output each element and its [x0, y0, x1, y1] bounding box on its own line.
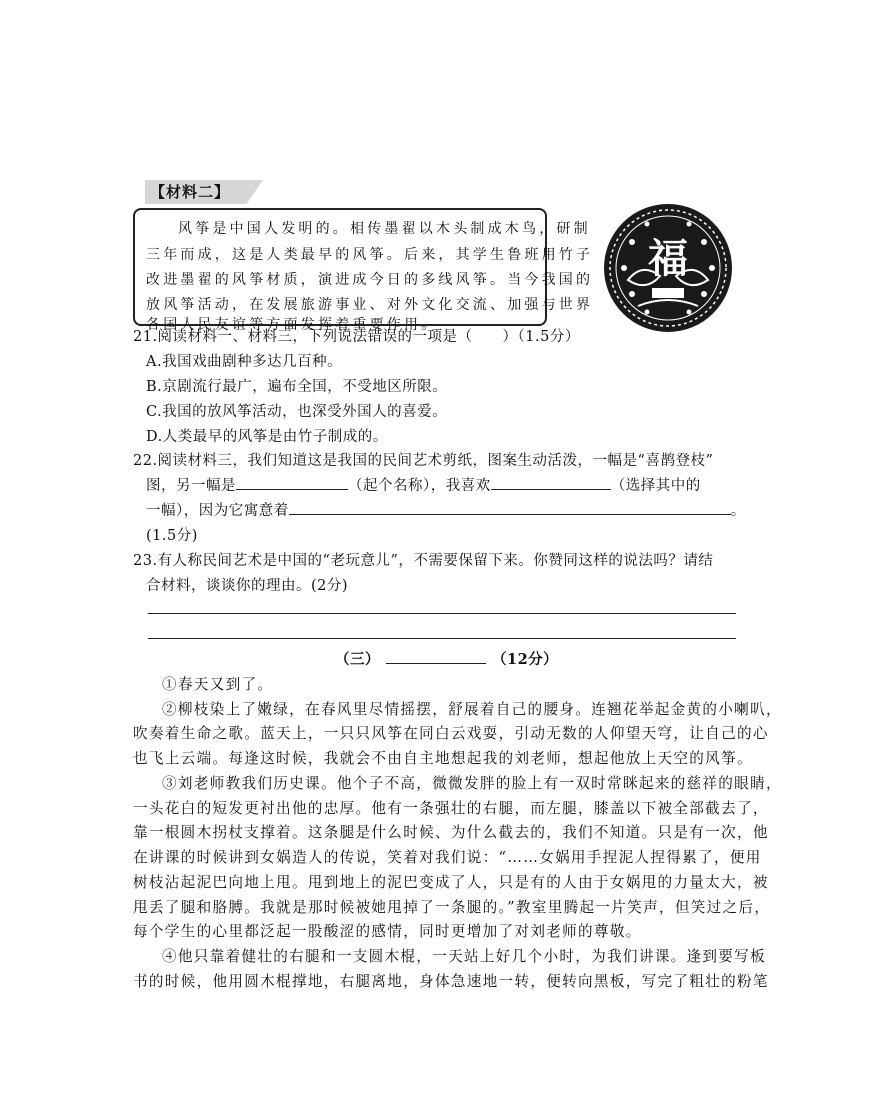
material-line-3: 改进墨翟的风筝材质，演进成今日的多线风筝。当今我国的: [146, 272, 594, 288]
passage-line: 也飞上云端。每逢这时候，我就会不由自主地想起我的刘老师，想起他放上天空的风筝。: [133, 750, 753, 767]
papercut-character: 福: [648, 235, 688, 282]
material-line-4: 放风筝活动，在发展旅游事业、对外文化交流、加强与世界: [146, 297, 594, 313]
q22-line-3: [146, 499, 746, 520]
section3-prefix: （三）: [335, 651, 380, 668]
section3-suffix: （12分）: [492, 651, 559, 668]
passage-line: ③刘老师教我们历史课。他个子不高，微微发胖的脸上有一双时常眯起来的慈祥的眼睛，: [162, 775, 782, 792]
q23-line-1: 23.有人称民间艺术是中国的“老玩意儿”，不需要保留下来。你赞同这样的说法吗？请结: [133, 553, 714, 569]
q22-text-e: 。: [730, 503, 746, 519]
passage-line: ②柳枝染上了嫩绿，在春风里尽情摇摆，舒展着自己的腰身。连翘花举起金黄的小喇叭，: [162, 701, 782, 718]
passage-line: ①春天又到了。: [162, 676, 274, 693]
passage-line: 每个学生的心里都泛起一股酸涩的感情，同时更增加了对刘老师的尊敬。: [133, 923, 642, 940]
q23-answer-line-1[interactable]: [148, 613, 736, 614]
passage-line: 靠一根圆木拐杖支撑着。这条腿是什么时候、为什么截去的，我们不知道。只是有一次，他: [133, 824, 769, 841]
q21-option-a[interactable]: A.我国戏曲剧种多达几百种。: [146, 354, 343, 370]
q22-text-d: 一幅），因为它寓意着: [146, 503, 289, 519]
section3-heading: [335, 648, 558, 669]
papercut-fu-image: [602, 202, 734, 334]
material-line-5: 各国人民友谊等方面发挥着重要作用。: [146, 317, 439, 333]
passage-line: 吹奏着生命之歌。蓝天上，一只只风筝在同白云戏耍，引动无数的人仰望天穹，让自己的心: [133, 725, 769, 742]
q22-line-2: [146, 474, 701, 495]
q21-option-c[interactable]: C.我国的放风筝活动，也深受外国人的喜爱。: [146, 404, 448, 420]
passage-line: 在讲课的时候讲到女娲造人的传说，笑着对我们说：“……女娲用手捏泥人捏得累了，便用: [133, 849, 762, 866]
q22-line-1: 22.阅读材料三，我们知道这是我国的民间艺术剪纸，图案生动活泼，一幅是“喜鹊登枝”: [133, 453, 714, 469]
q21-option-b[interactable]: B.京剧流行最广，遍布全国，不受地区所限。: [146, 379, 448, 395]
passage-line: 一头花白的短发更衬出他的忠厚。他有一条强壮的右腿，而左腿，膝盖以下被全部截去了，: [133, 800, 769, 817]
q21-option-d[interactable]: D.人类最早的风筝是由竹子制成的。: [146, 429, 388, 445]
passage-line: 甩丢了腿和胳膊。我就是那时候被她甩掉了一条腿的。”教室里腾起一片笑声，但笑过之后，: [133, 899, 771, 916]
q22-text-a: 图，另一幅是: [146, 478, 236, 494]
passage-line: 书的时候，他用圆木棍撑地，右腿离地，身体急速地一转，便转向黑板，写完了粗壮的粉笔: [133, 973, 769, 990]
q22-text-c: （选择其中的: [610, 478, 701, 494]
material-line-1: 风筝是中国人发明的。相传墨翟以木头制成木鸟，研制: [178, 221, 591, 237]
q23-line-2: 合材料，谈谈你的理由。(2分): [146, 578, 349, 594]
q23-answer-line-2[interactable]: [148, 638, 736, 639]
q22-choice-blank[interactable]: [491, 475, 611, 490]
q22-score: (1.5分): [146, 528, 198, 544]
passage-line: 树枝沾起泥巴向地上甩。甩到地上的泥巴变成了人，只是有的人由于女娲甩的力量太大，被: [133, 874, 769, 891]
passage-line: ④他只靠着健壮的右腿和一支圆木棍，一天站上好几个小时，为我们讲课。逢到要写板: [162, 948, 766, 965]
q21-stem: 21.阅读材料一、材料三，下列说法错误的一项是（ ）（1.5分）: [133, 329, 580, 345]
q22-text-b: （起个名称），我喜欢: [348, 478, 491, 494]
q22-name-blank[interactable]: [236, 475, 348, 490]
section3-title-blank[interactable]: [386, 649, 486, 664]
q22-meaning-blank[interactable]: [289, 500, 731, 515]
material-line-2: 三年而成，这是人类最早的风筝。后来，其学生鲁班用竹子: [146, 247, 594, 263]
material-label: 【材料二】: [150, 183, 231, 201]
